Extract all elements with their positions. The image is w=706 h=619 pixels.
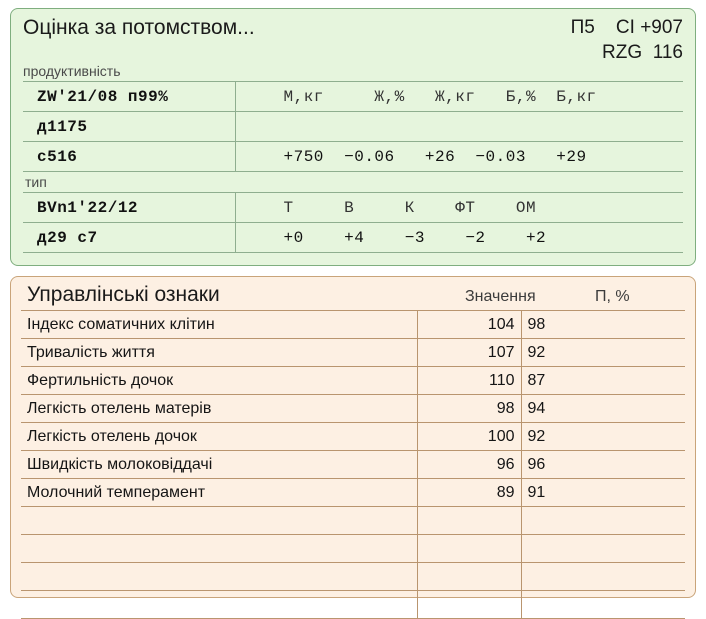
table-row (21, 535, 685, 563)
management-traits-panel (10, 276, 696, 598)
proof-index-line-1: П5 CI +907 (570, 17, 683, 38)
milk-trait-values: +750 −0.06 +26 −0.03 +29 (235, 142, 683, 172)
table-row (21, 451, 685, 479)
trait-reliability-percent (521, 591, 685, 619)
table-row (21, 395, 685, 423)
daughters-count-values (235, 112, 683, 142)
trait-value (417, 507, 521, 535)
column-header-value: Значення (465, 288, 536, 305)
trait-name: Індекс соматичних клітин (21, 311, 417, 339)
trait-value: 107 (417, 339, 521, 367)
productivity-subtitle: продуктивність (23, 63, 121, 79)
trait-reliability-percent: 87 (521, 367, 685, 395)
trait-value: 98 (417, 395, 521, 423)
management-traits-title: Управлінські ознаки (27, 283, 220, 306)
trait-reliability-percent (521, 563, 685, 591)
milk-traits-table (23, 81, 683, 172)
trait-name (21, 535, 417, 563)
trait-reliability-percent: 92 (521, 339, 685, 367)
table-row (21, 591, 685, 619)
trait-value (417, 535, 521, 563)
trait-name (21, 507, 417, 535)
trait-reliability-percent: 94 (521, 395, 685, 423)
type-traits-table (23, 192, 683, 253)
trait-value: 104 (417, 311, 521, 339)
trait-reliability-percent: 96 (521, 451, 685, 479)
column-header-percent: П, % (595, 288, 630, 305)
milk-trait-headers: М,кг Ж,% Ж,кг Б,% Б,кг (235, 82, 683, 112)
table-row (21, 339, 685, 367)
trait-value (417, 563, 521, 591)
table-row (23, 82, 683, 112)
trait-value: 96 (417, 451, 521, 479)
trait-reliability-percent: 98 (521, 311, 685, 339)
type-proof-label: BVn1'22/12 (23, 193, 235, 223)
table-row (23, 223, 683, 253)
table-row (21, 563, 685, 591)
table-row (23, 193, 683, 223)
table-row (23, 112, 683, 142)
trait-name: Тривалість життя (21, 339, 417, 367)
trait-name: Фертильність дочок (21, 367, 417, 395)
trait-value: 100 (417, 423, 521, 451)
management-traits-header (21, 283, 685, 309)
trait-reliability-percent (521, 507, 685, 535)
proof-index-line-2: RZG 116 (602, 42, 683, 63)
type-trait-headers: Т В К ФТ ОМ (235, 193, 683, 223)
proof-index-block (571, 15, 683, 65)
table-row (21, 311, 685, 339)
trait-name: Молочний темперамент (21, 479, 417, 507)
trait-value (417, 591, 521, 619)
trait-name: Швидкість молоковіддачі (21, 451, 417, 479)
type-counts-label: д29 с7 (23, 223, 235, 253)
management-traits-table (21, 310, 685, 619)
proof-panel-header (23, 15, 683, 65)
trait-value: 89 (417, 479, 521, 507)
table-row (21, 507, 685, 535)
trait-reliability-percent: 92 (521, 423, 685, 451)
herds-count-label: с516 (23, 142, 235, 172)
trait-name: Легкість отелень дочок (21, 423, 417, 451)
proof-panel (10, 8, 696, 266)
trait-name: Легкість отелень матерів (21, 395, 417, 423)
milk-proof-label: ZW'21/08 п99% (23, 82, 235, 112)
trait-name (21, 591, 417, 619)
table-row (21, 423, 685, 451)
page-title: Оцінка за потомством... (23, 16, 255, 39)
trait-reliability-percent: 91 (521, 479, 685, 507)
management-traits-column-headers (465, 288, 681, 306)
table-row (21, 479, 685, 507)
trait-value: 110 (417, 367, 521, 395)
type-section-note: тип (25, 174, 47, 190)
trait-name (21, 563, 417, 591)
table-row (23, 142, 683, 172)
table-row (21, 367, 685, 395)
trait-reliability-percent (521, 535, 685, 563)
daughters-count-label: д1175 (23, 112, 235, 142)
type-trait-values: +0 +4 −3 −2 +2 (235, 223, 683, 253)
